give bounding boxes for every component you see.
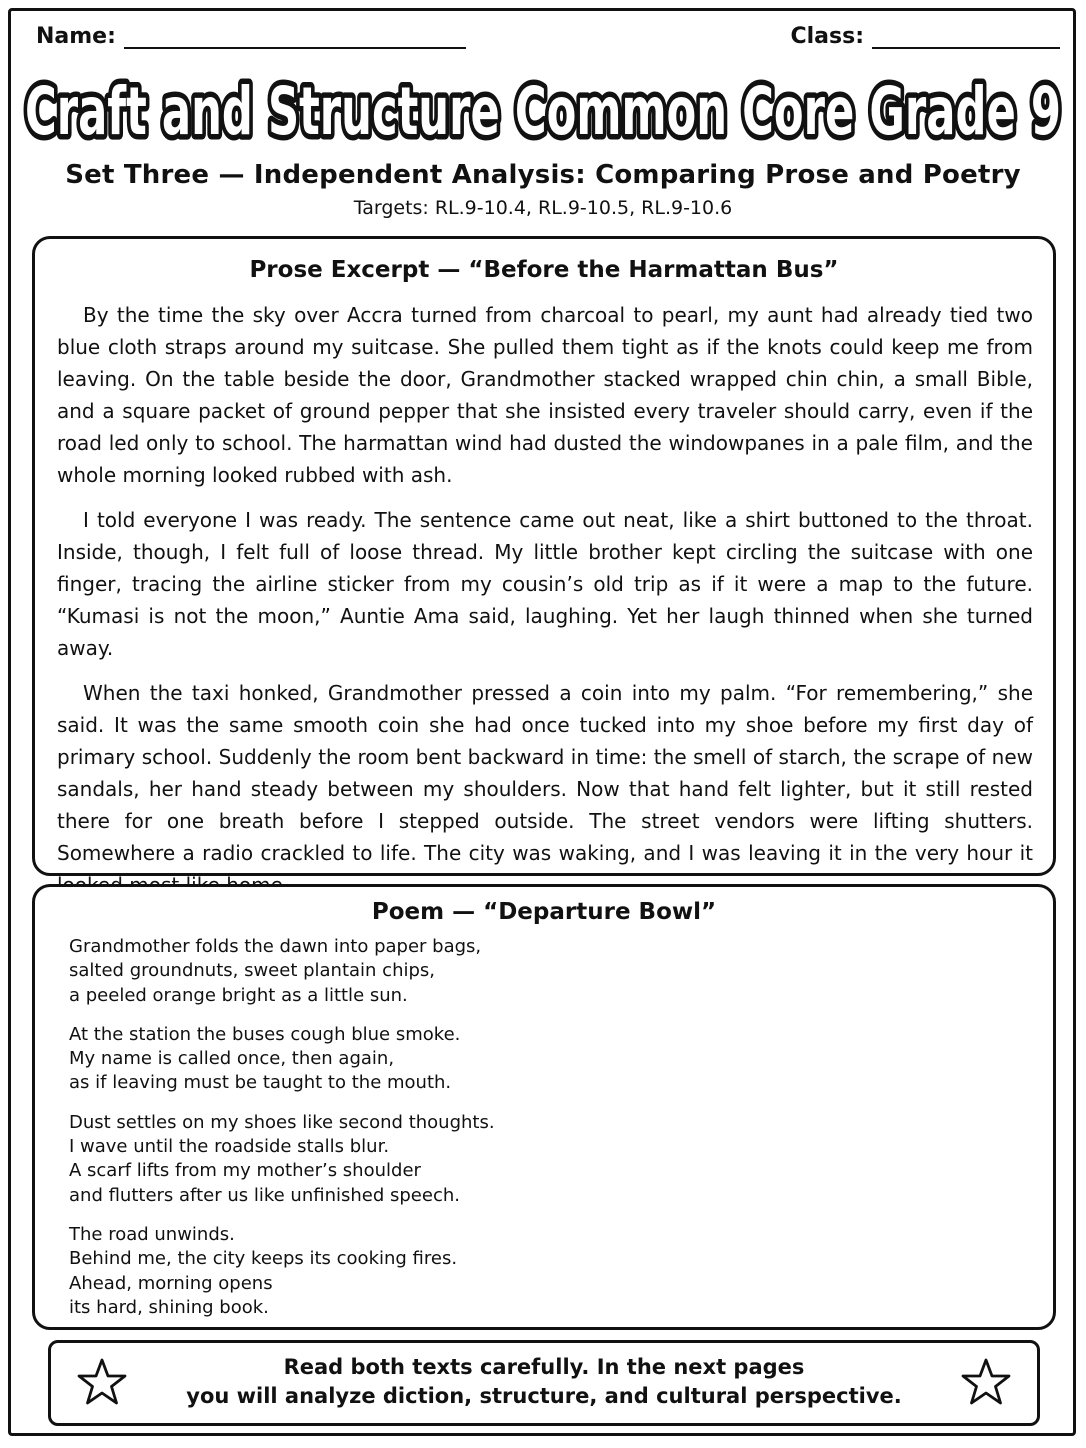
standards-targets: Targets: RL.9-10.4, RL.9-10.5, RL.9-10.6 <box>353 197 733 219</box>
poem-heading: Poem — “Departure Bowl” <box>371 899 717 925</box>
poem-stanza <box>69 935 495 1008</box>
name-label: Name: <box>36 24 116 49</box>
poem-line: Grandmother folds the dawn into paper bags, <box>69 936 482 957</box>
prose-body <box>57 299 1033 914</box>
poem-line: a peeled orange bright as a little sun. <box>69 984 408 1006</box>
poem-line: its hard, shining book. <box>69 1296 269 1318</box>
prose-heading: Prose Excerpt — “Before the Harmattan Bus” <box>249 257 839 283</box>
instructions-note <box>48 1340 1040 1426</box>
subtitle: Set Three — Independent Analysis: Comparing Prose and Poetry <box>65 160 1021 190</box>
instructions-line: you will analyze diction, structure, and cultural perspective. <box>186 1384 902 1408</box>
poem-stanza <box>69 1111 495 1208</box>
instructions-line: Read both texts carefully. In the next pages <box>283 1355 805 1379</box>
name-field <box>36 24 466 49</box>
star-icon <box>961 1357 1011 1407</box>
prose-excerpt-box <box>32 236 1056 876</box>
poem-stanza <box>69 1223 495 1320</box>
poem-line: Behind me, the city keeps its cooking fires. <box>69 1248 458 1270</box>
poem-body <box>69 935 495 1335</box>
instructions-text <box>171 1353 917 1411</box>
class-label: Class: <box>790 24 864 49</box>
prose-paragraph: I told everyone I was ready. The sentence came out neat, like a shirt buttoned to the throat. Inside, though, I felt full of loose thread. My little brother kept circling the suitcase with one finger, tracing the airline sticker from my cousin’s old trip as if it were a map to the future. “Kumasi is not the moon,” Auntie Ama said, laughing. Yet her laugh thinned when she turned away. <box>57 508 1033 660</box>
prose-paragraph: By the time the sky over Accra turned from charcoal to pearl, my aunt had already tied two blue cloth straps around my suitcase. She pulled them tight as if the knots could keep me from leaving. On the table beside the door, Grandmother stacked wrapped chin chin, a small Bible, and a square packet of ground pepper that she insisted every traveler should carry, even if the road led only to school. The harmattan wind had dusted the windowpanes in a pale film, and the whole morning looked rubbed with ash. <box>57 303 1033 487</box>
class-field <box>790 24 1060 49</box>
star-icon <box>77 1357 127 1407</box>
poem-line: as if leaving must be taught to the mouth. <box>69 1072 452 1094</box>
worksheet-title <box>0 52 1086 162</box>
poem-box <box>32 884 1056 1330</box>
poem-line: My name is called once, then again, <box>69 1048 395 1070</box>
class-blank-line[interactable] <box>872 25 1060 49</box>
poem-line: At the station the buses cough blue smoke. <box>69 1023 461 1045</box>
poem-stanza <box>69 1023 495 1096</box>
poem-line: Dust settles on my shoes like second thoughts. <box>69 1111 495 1133</box>
prose-paragraph: When the taxi honked, Grandmother pressed a coin into my palm. “For remembering,” she said. It was the same smooth coin she had once tucked into my shoe before my first day of primary school. Suddenly the room bent backward in time: the smell of starch, the scrape of new sandals, her hand steady between my shoulders. Now that hand felt lighter, but it still rested there for one breath before I stepped outside. The street vendors were lifting shutters. Somewhere a radio crackled to life. The city was waking, and I was leaving it in the very hour it <box>57 681 1033 865</box>
poem-line: salted groundnuts, sweet plantain chips, <box>69 960 436 982</box>
poem-line: I wave until the roadside stalls blur. <box>69 1136 390 1158</box>
poem-line: A scarf lifts from my mother’s shoulder <box>69 1160 421 1182</box>
worksheet-title-fill: Craft and Structure Common Core Grade 9 <box>25 73 1061 150</box>
poem-line: The road unwinds. <box>69 1223 235 1245</box>
worksheet-title-outline: Craft and Structure Common Core Grade 9 <box>25 73 1061 150</box>
name-blank-line[interactable] <box>124 25 466 49</box>
poem-line: Ahead, morning opens <box>69 1272 273 1294</box>
poem-line: and flutters after us like unfinished speech. <box>69 1184 460 1206</box>
